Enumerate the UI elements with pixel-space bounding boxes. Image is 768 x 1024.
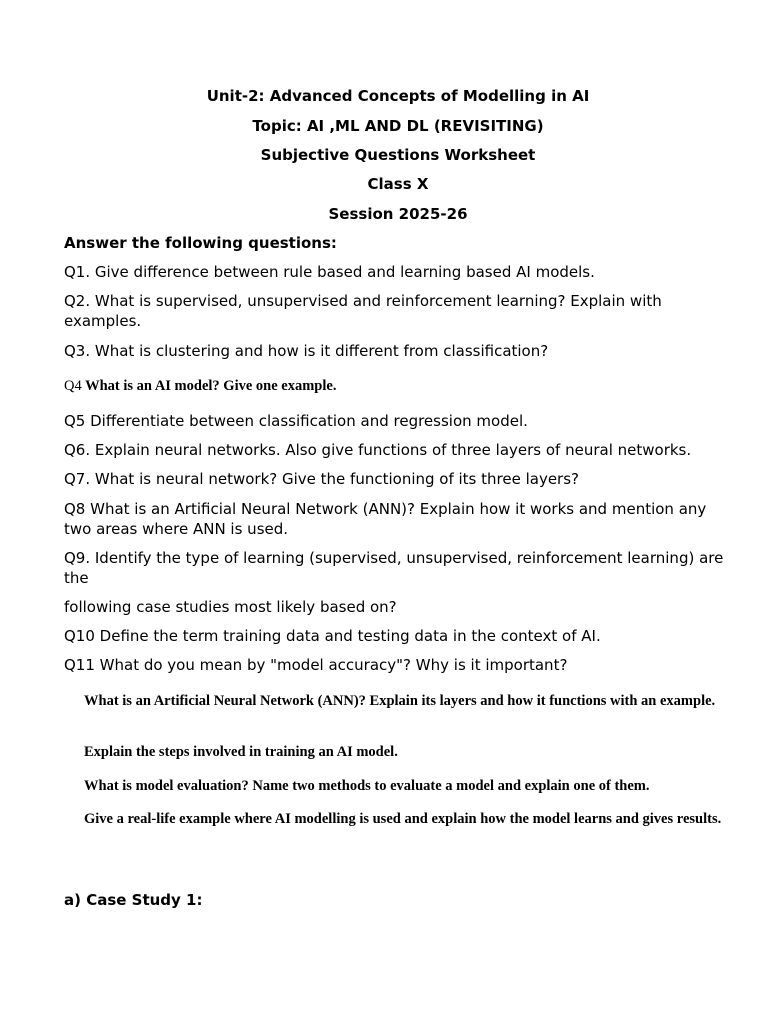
question-6: Q6. Explain neural networks. Also give functions of three layers of neural networks. (64, 441, 692, 459)
extra-question-4: Give a real-life example where AI modelling is used and explain how the model learns and gives results. (84, 811, 722, 827)
topic-title: Topic: AI ,ML AND DL (REVISITING) (252, 117, 544, 135)
question-10: Q10 Define the term training data and testing data in the context of AI. (64, 627, 601, 645)
question-2: Q2. What is supervised, unsupervised and reinforcement learning? Explain with examples. (64, 292, 662, 330)
session-title: Session 2025-26 (328, 205, 468, 223)
question-9-line-1: Q9. Identify the type of learning (supervised, unsupervised, reinforcement learning) are the (64, 549, 724, 587)
instruction-heading: Answer the following questions: (64, 234, 337, 252)
question-7: Q7. What is neural network? Give the functioning of its three layers? (64, 470, 580, 488)
question-9-line-2: following case studies most likely based on? (64, 598, 397, 616)
case-study-heading: a) Case Study 1: (64, 891, 203, 909)
question-4 (64, 378, 736, 395)
extra-question-3: What is model evaluation? Name two methods to evaluate a model and explain one of them. (84, 778, 650, 794)
extra-question-1: What is an Artificial Neural Network (ANN)? Explain its layers and how it functions with an example. (84, 693, 716, 709)
question-8: Q8 What is an Artificial Neural Network (ANN)? Explain how it works and mention any two areas where ANN is used. (64, 500, 707, 538)
worksheet-title: Subjective Questions Worksheet (260, 146, 536, 164)
question-3: Q3. What is clustering and how is it different from classification? (64, 342, 549, 360)
unit-title: Unit-2: Advanced Concepts of Modelling in AI (206, 87, 590, 105)
question-4-number: Q4 (64, 378, 82, 394)
question-4-text: What is an AI model? Give one example. (85, 378, 337, 394)
question-1: Q1. Give difference between rule based and learning based AI models. (64, 263, 595, 281)
question-5: Q5 Differentiate between classification and regression model. (64, 412, 528, 430)
question-11: Q11 What do you mean by "model accuracy"? Why is it important? (64, 656, 568, 674)
extra-question-2: Explain the steps involved in training an AI model. (84, 744, 398, 760)
class-title: Class X (367, 175, 429, 193)
